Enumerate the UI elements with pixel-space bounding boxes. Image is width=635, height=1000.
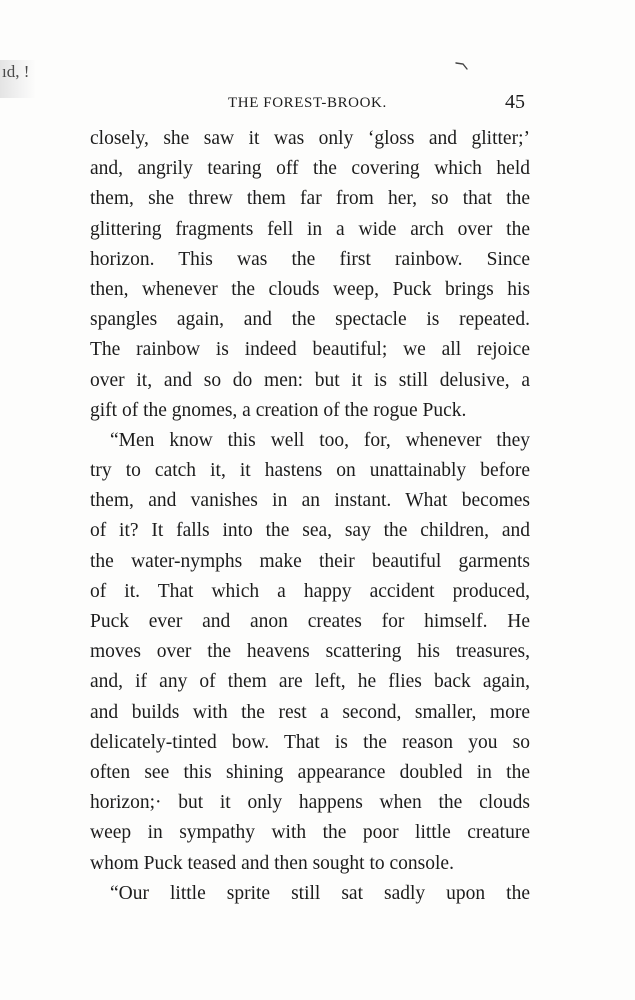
text-line: “Our little sprite still sat sadly upon the bbox=[110, 882, 530, 904]
text-line: moves over the heavens scattering his treasures, bbox=[90, 641, 530, 663]
text-line: spangles again, and the spectacle is repeated. bbox=[90, 309, 530, 331]
text-line: horizon. This was the first rainbow. Since bbox=[90, 248, 530, 270]
text-line: horizon;· but it only happens when the clouds bbox=[90, 792, 530, 814]
running-title: THE FOREST-BROOK. bbox=[228, 95, 387, 111]
text-line: them, she threw them far from her, so that the bbox=[90, 188, 530, 210]
text-line: try to catch it, it hastens on unattainably before bbox=[90, 460, 530, 482]
text-line: of it? It falls into the sea, say the children, and bbox=[90, 520, 530, 542]
text-line: delicately-tinted bow. That is the reason you so bbox=[90, 731, 530, 753]
text-line: of it. That which a happy accident produced, bbox=[90, 580, 530, 602]
text-line: and builds with the rest a second, smaller, more bbox=[90, 701, 530, 723]
body-text bbox=[90, 124, 530, 909]
text-line: and, if any of them are left, he flies back again, bbox=[90, 671, 530, 693]
text-line: often see this shining appearance doubled in the bbox=[90, 761, 530, 783]
text-line: whom Puck teased and then sought to console. bbox=[90, 852, 454, 874]
running-head bbox=[0, 92, 635, 116]
page-number: 45 bbox=[505, 91, 525, 113]
text-line: The rainbow is indeed beautiful; we all rejoice bbox=[90, 339, 530, 361]
text-line: and, angrily tearing off the covering which held bbox=[90, 158, 530, 180]
text-line: “Men know this well too, for, whenever they bbox=[110, 429, 530, 451]
text-line: over it, and so do men: but it is still delusive, a bbox=[90, 369, 530, 391]
text-line: the water-nymphs make their beautiful garments bbox=[90, 550, 530, 572]
text-line: weep in sympathy with the poor little creature bbox=[90, 822, 530, 844]
text-line: Puck ever and anon creates for himself. He bbox=[90, 611, 530, 632]
text-line: closely, she saw it was only ‘gloss and glitter;’ bbox=[90, 128, 530, 149]
facing-page-edge-fragment: ıd, ! bbox=[0, 60, 36, 98]
text-line: them, and vanishes in an instant. What becomes bbox=[90, 490, 530, 512]
text-line: gift of the gnomes, a creation of the rogue Puck. bbox=[90, 399, 467, 421]
stray-ink-mark bbox=[455, 60, 469, 72]
text-line: then, whenever the clouds weep, Puck brings his bbox=[90, 278, 530, 300]
text-line: glittering fragments fell in a wide arch over the bbox=[90, 218, 530, 240]
